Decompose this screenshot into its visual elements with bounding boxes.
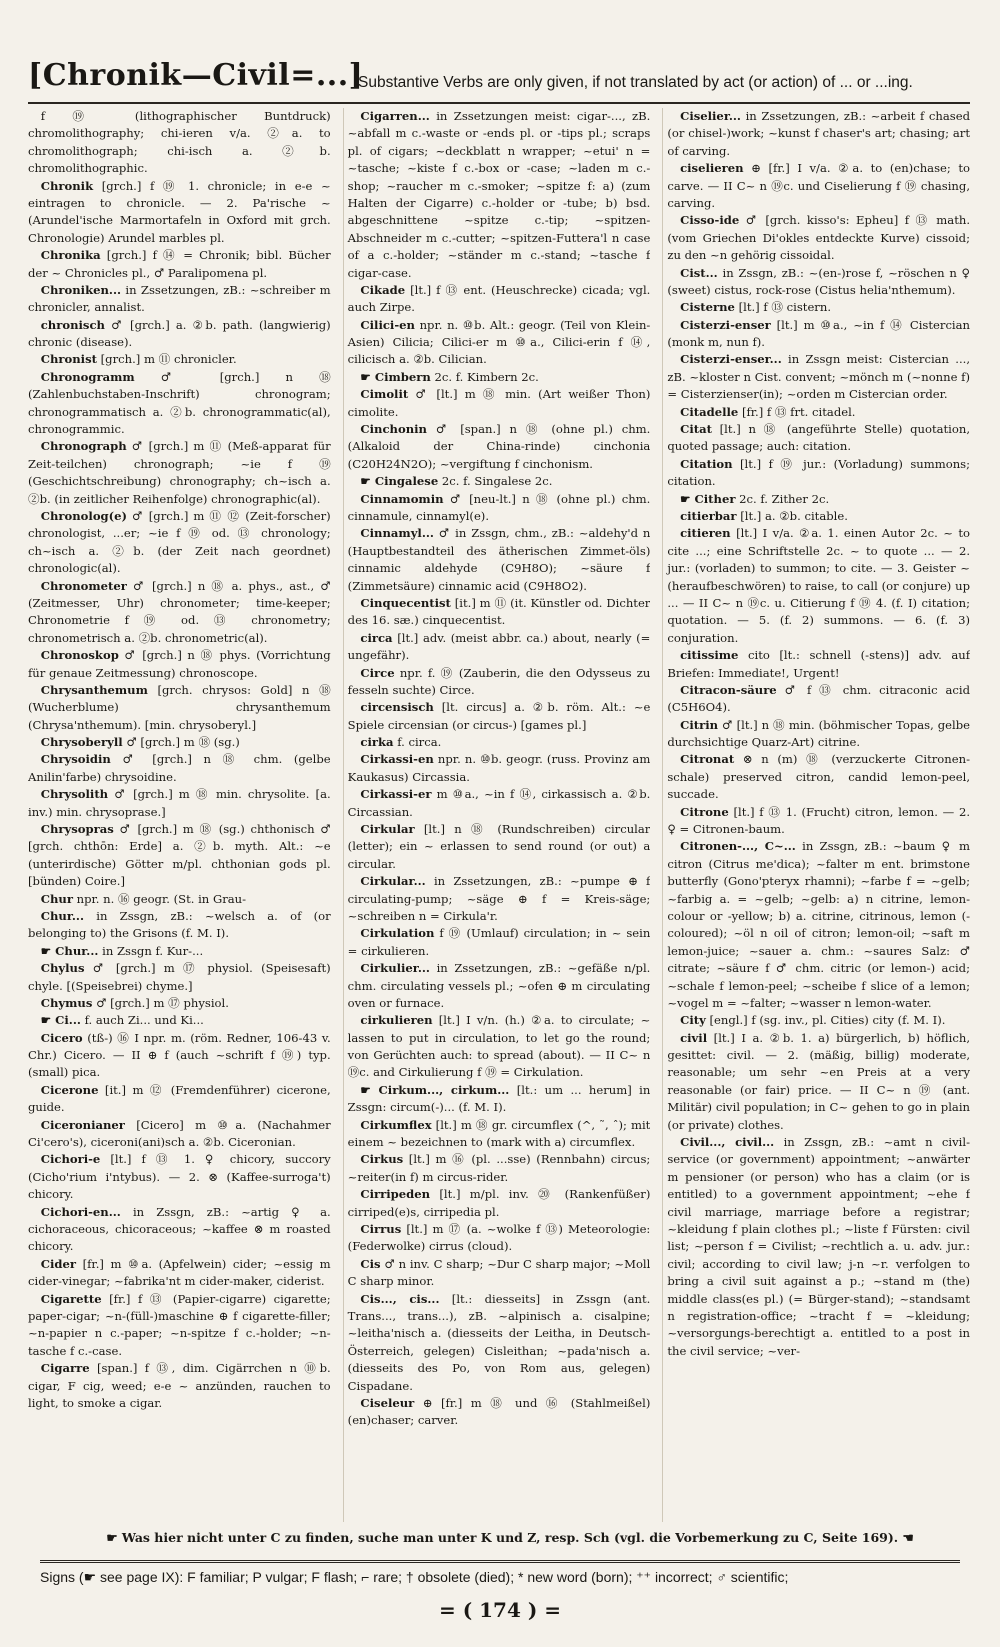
entry-definition: in Zssetzungen meist: cigar-..., zB. ~abfall m c.-waste or -ends pl. or -tips pl.; scraps pl. of cigars; ~deckblatt n wrapper; ~etui' n = ~tasche; ~kiste f c.-box or -case; ~laden m c.-shop; ~raucher m c.-smoker; ~spitze f: a) (zum Halten der Cigarre) c.-holder or -tube; b) bsd. abgeschnittene ~spitze c.-tip; ~spitzen-Abschneider m c.-cutter; ~spitzen-Futtera'l n case of a c.-holder; ~ständer m c.-stand; ~tasche f cigar-case. (347, 109, 651, 280)
entry-definition: in Zssetzungen, zB.: ~arbeit f chased (or chisel-)work; ~kunst f chaser's art; chasing; art of carving. (667, 109, 971, 158)
dictionary-entry (348, 525, 651, 595)
dictionary-entry (28, 108, 331, 178)
entry-definition: [lt.] m/pl. inv. ⑳ (Rankenfüßer) cirriped(e)s, cirripedia pl. (347, 1187, 651, 1219)
entry-headword: Cisterzi-enser... (680, 352, 782, 367)
entry-definition: ♂ [grch.] n ⑱ a. phys., ast., ♂ (Zeitmesser, Uhr) chronometer; time-keeper; Chronometrie f ⑲ od. ⑬ chronometry; chronometrisch a. ②b. chronometric(al). (28, 578, 331, 645)
entry-headword: Cis (360, 1256, 381, 1271)
entry-headword: Cirrus (360, 1222, 402, 1236)
entry-definition: [lt.] f ⑬ ent. (Heuschrecke) cicada; vgl. auch Zirpe. (347, 282, 651, 315)
dictionary-entry (28, 1082, 331, 1117)
dictionary-entry (28, 369, 331, 439)
entry-definition: in Zssgn, zB.: ~(en-)rose f, ~röschen n ♀ (sweet) cistus, rock-rose (Cistus helia'nthemum). (667, 265, 971, 297)
entry-definition: f ⑲ (lithographischer Buntdruck) chromolithography; chi-ieren v/a. ②a. to chromolithograph; chi-isch a. ②b. chromolithographic. (28, 109, 331, 176)
dictionary-entry (28, 1360, 331, 1412)
entry-definition: in Zssgn, zB.: ~baum ♀ m citron (Citrus me'dica); ~falter m ent. brimstone butterfly (Gono'pteryx rhamni); ~farbe f = ~gelb; ~farbig a. = ~gelb; ~gelb: a) n citrine, lemon-colour or -yellow; b) a. citrine, citrinous, lemon (-coloured); ~öl n oil of citron; lemon-oil; ~saft m lemon-juice; ~sauer a. chm.: ~saures Salz: ♂ citrate; ~säure f ♂ chm. citric (or lemon-) acid; ~schale f lemon-peel; ~scheibe f slice of a lemon; ~vogel m = ~falter; ~wasser n lemon-water. (667, 839, 971, 1010)
dictionary-columns (28, 108, 970, 1522)
entry-definition: [lt.] a. ②b. citable. (740, 508, 848, 523)
dictionary-entry (667, 299, 970, 316)
entry-headword: Chrysolith (40, 787, 109, 802)
entry-definition: ♂ [grch.] m ⑪ (Meß-apparat für Zeit-teilchen) chronograph; ~ie f ⑲ (Geschichtschreibung) chronography; ch~isch a. ②b. (in zeitlicher Reihenfolge) chronographic(al). (28, 439, 331, 506)
entry-headword: civil (680, 1030, 708, 1045)
dictionary-entry (348, 282, 651, 317)
entry-headword: Chrysopras (40, 822, 114, 837)
entry-definition: [lt.] m ⑩a., ~in f ⑭ Cistercian (monk m, nun f). (667, 317, 971, 350)
dictionary-entry (667, 804, 970, 839)
entry-definition: ♂ [grch.] m ⑰ physiol. (Speisesaft) chyle. [(Speisebrei) chyme.] (28, 961, 331, 993)
entry-definition: ♂ [grch.] m ⑰ physiol. (96, 995, 229, 1010)
entry-definition: [grch.] f ⑭ = Chronik; bibl. Bücher der ~ Chronicles pl., ♂ Paralipomena pl. (28, 248, 331, 280)
footer-note: ☛ Was hier nicht unter C zu finden, suche man unter K und Z, resp. Sch (vgl. die Vorbemerkung zu C, Seite 169). ☚ (106, 1530, 914, 1545)
dictionary-entry (348, 369, 651, 386)
entry-definition: ♂ [grch.] m ⑪ ⑫ (Zeit-forscher) chronologist, ...er; ~ie f ⑲ od. ⑬ chronology; ch~isch a. ②b. (der Zeit nach geordnet) chronologic(al). (28, 508, 331, 576)
entry-headword: Cisterzi-enser (680, 317, 771, 332)
entry-headword: Chronograph (40, 439, 127, 454)
entry-headword: Cikade (360, 282, 406, 297)
entry-headword: Citrin (680, 717, 719, 732)
entry-headword: Cinnamomin (360, 491, 444, 506)
dictionary-entry (348, 317, 651, 369)
dictionary-entry (348, 873, 651, 925)
page-header (28, 58, 970, 104)
dictionary-entry (28, 734, 331, 751)
dictionary-entry (348, 1117, 651, 1152)
dictionary-entry (348, 473, 651, 490)
column-2 (343, 108, 651, 1522)
dictionary-entry (28, 247, 331, 282)
entry-definition: [fr.] f ⑬ frt. citadel. (741, 404, 856, 419)
dictionary-entry (348, 630, 651, 665)
dictionary-entry (348, 1291, 651, 1395)
entry-headword: Chrysoidin (40, 752, 111, 767)
entry-definition: ♂ [grch.] m ⑱ (sg.) (126, 735, 240, 750)
dictionary-entry (667, 1134, 970, 1360)
entry-headword: chronisch (40, 317, 105, 332)
header-note: Substantive Verbs are only given, if not translated by act (or action) of ... or ...ing. (358, 74, 913, 91)
dictionary-entry (28, 821, 331, 891)
entry-headword: Cichori-e (40, 1152, 101, 1167)
dictionary-entry (667, 717, 970, 752)
dictionary-entry (28, 1204, 331, 1256)
dictionary-entry (667, 160, 970, 212)
dictionary-entry (667, 108, 970, 160)
dictionary-entry (667, 212, 970, 264)
dictionary-entry (667, 647, 970, 682)
entry-headword: ☛ Cimbern (360, 369, 431, 384)
entry-headword: Ciseleur (360, 1395, 415, 1410)
dictionary-entry (28, 317, 331, 352)
entry-headword: Chylus (40, 961, 85, 976)
entry-definition: [lt.] I v/n. (h.) ②a. to circulate; ~ lassen to put in circulation, to let go the round; von Gerüchten auch: to spread (about). — II C~ n ⑲c. and Cirkulierung f ⑲ = Cirkulation. (347, 1013, 651, 1080)
entry-definition: npr. n. ⑩b. Alt.: geogr. (Teil von Klein-Asien) Cilicia; Cilici-er m ⑩a., Cilici-erin f ⑭, cilicisch a. ②b. Cilician. (347, 317, 651, 367)
entry-definition: 2c. f. Kimbern 2c. (434, 369, 539, 384)
dictionary-entry (667, 265, 970, 300)
entry-headword: Cist... (680, 265, 718, 280)
entry-headword: Cirkulation (360, 926, 435, 941)
column-1 (28, 108, 331, 1522)
entry-headword: Chronolog(e) (40, 508, 128, 523)
entry-definition: [grch.] f ⑲ 1. chronicle; in e-e ~ eintragen to chronicle. — 2. Pa'rische ~ (Arundel'ische Marmortafeln in Oxford mit grch. Chronologie) Arundel marbles pl. (28, 178, 331, 245)
dictionary-entry (28, 647, 331, 682)
entry-definition: [grch. chrysos: Gold] n ⑱ (Wucherblume) chrysanthemum (Chrysa'nthemum). [min. chrysoberyl.] (28, 682, 331, 732)
entry-headword: Cicerone (40, 1082, 99, 1097)
entry-definition: [lt.] m ⑯ (pl. ...sse) (Rennbahn) circus; ~reiter(in f) m circus-rider. (347, 1152, 651, 1184)
entry-definition: ♂ [grch.] n ⑱ chm. (gelbe Anilin'farbe) chrysoidine. (28, 752, 331, 784)
entry-headword: ☛ Cirkum..., cirkum... (360, 1082, 510, 1097)
entry-headword: Cirkular... (360, 874, 426, 889)
dictionary-entry (667, 838, 970, 1012)
entry-definition: 2c. f. Zither 2c. (739, 491, 830, 506)
entry-definition: [it.] m ⑫ (Fremdenführer) cicerone, guide. (28, 1082, 331, 1115)
dictionary-entry (667, 682, 970, 717)
entry-definition: in Zssetzungen, zB.: ~gefäße n/pl. chm. circulating vessels pl.; ~ofen ⊕ m circulating oven or furnace. (347, 961, 651, 1010)
entry-definition: ⊗ n (m) ⑱ (verzuckerte Citronen-schale) preserved citron, candid lemon-peel, succade. (667, 752, 971, 802)
entry-definition: ♂ [grch.] m ⑱ min. chrysolite. [a. inv.) min. chrysoprase.] (28, 787, 331, 819)
entry-headword: Chymus (40, 995, 93, 1010)
entry-definition: npr. n. ⑯ geogr. (St. in Grau- (76, 891, 247, 906)
entry-headword: Citrone (680, 804, 729, 819)
entry-headword: Cirripeden (360, 1187, 431, 1202)
entry-definition: ♂ [lt.] m ⑱ min. (Art weißer Thon) cimolite. (347, 387, 651, 419)
dictionary-entry (28, 438, 331, 508)
entry-definition: ♂ [span.] n ⑱ (ohne pl.) chm. (Alkaloid der China-rinde) cinchonia (C20H24N2O); ~vergiftung f cinchonism. (347, 422, 651, 471)
entry-headword: Chroniken... (40, 282, 122, 297)
entry-headword: Chur (40, 891, 73, 906)
entry-headword: Cigarette (40, 1291, 102, 1306)
entry-definition: [lt.] adv. (meist abbr. ca.) about, nearly (= ungefähr). (347, 630, 651, 663)
entry-definition: [lt.: diesseits] in Zssgn (ant. Trans..., trans...), zB. ~alpinisch a. cisalpine; ~leitha'nisch a. (diesseits der Leitha, in Deutsch-Österreich, gelegen) Cisleithan; ~pada'nisch a. (diesseits des Po, von Rom aus, gelegen) Cispadane. (347, 1291, 651, 1393)
entry-definition: npr. f. ⑲ (Zauberin, die den Odysseus zu fesseln suchte) Circe. (347, 665, 651, 697)
entry-headword: Cider (40, 1256, 76, 1271)
dictionary-entry (667, 317, 970, 352)
dictionary-entry (348, 386, 651, 421)
dictionary-entry (348, 1221, 651, 1256)
entry-headword: Chronoskop (40, 648, 119, 663)
entry-headword: Citracon-säure (680, 682, 777, 697)
dictionary-entry (28, 751, 331, 786)
dictionary-entry (28, 891, 331, 908)
entry-definition: ⊕ [fr.] m ⑱ und ⑯ (Stahlmeißel) (en)chaser; carver. (347, 1395, 651, 1428)
entry-definition: [lt.: um ... herum] in Zssgn: circum(-)... (f. M. I). (347, 1082, 651, 1115)
entry-definition: [lt.] f ⑬ 1. (Frucht) citron, lemon. — 2. ♀ = Citronen-baum. (667, 804, 971, 837)
entry-headword: Cirkulier... (360, 961, 430, 976)
dictionary-entry (28, 1256, 331, 1291)
dictionary-entry (348, 1395, 651, 1430)
dictionary-entry (667, 456, 970, 491)
signs-legend: Signs (☛ see page IX): F familiar; P vulgar; F flash; ⌐ rare; † obsolete (died); * new word (born); ⁺⁺ incorrect; ♂ scientific; (40, 1560, 960, 1586)
entry-definition: in Zssgn meist: Cistercian ..., zB. ~kloster n Cist. convent; ~mönch m (~nonne f) = Cisterzienser(in); ~orden m Cistercian order. (667, 352, 971, 402)
dictionary-entry (348, 1151, 651, 1186)
entry-definition: [Cicero] m ⑩a. (Nachahmer Ci'cero's), ciceroni(ani)sch a. ②b. Ciceronian. (28, 1117, 331, 1150)
dictionary-entry (28, 178, 331, 248)
dictionary-entry (348, 1256, 651, 1291)
entry-definition: in Zssgn f. Kur-... (102, 943, 204, 958)
dictionary-entry (667, 751, 970, 803)
entry-headword: Cirkumflex (360, 1117, 432, 1132)
entry-headword: Cigarren... (360, 109, 430, 123)
entry-headword: Chrysanthemum (40, 682, 148, 697)
entry-definition: [fr.] m ⑩a. (Apfelwein) cider; ~essig m cider-vinegar; ~fabrika'nt m cider-maker, ciderist. (28, 1256, 331, 1289)
entry-headword: City (680, 1013, 706, 1028)
entry-definition: ♂ [grch.] a. ②b. path. (langwierig) chronic (disease). (28, 317, 331, 350)
entry-definition: ♂ [grch.] n ⑱ (Zahlenbuchstaben-Inschrift) chronogram; chronogrammatisch a. ②b. chronogrammatic(al), chronogrammic. (28, 369, 331, 437)
entry-definition: [it.] m ⑪ (it. Künstler od. Dichter des 16. sæ.) cinquecentist. (347, 595, 651, 628)
entry-headword: citieren (680, 526, 731, 541)
entry-headword: ☛ Cingalese (360, 474, 439, 489)
dictionary-entry (348, 108, 651, 282)
entry-headword: Civil..., civil... (680, 1135, 775, 1150)
dictionary-entry (28, 1030, 331, 1082)
entry-definition: ♂ n inv. C sharp; ~Dur C sharp major; ~Moll C sharp minor. (347, 1256, 651, 1289)
entry-definition: [lt.] m ⑰ (a. ~wolke f ⑬) Meteorologie: (Federwolke) cirrus (cloud). (347, 1222, 651, 1254)
entry-headword: Chronist (40, 352, 97, 367)
entry-definition: m ⑩a., ~in f ⑭, cirkassisch a. ②b. Circassian. (347, 787, 651, 819)
entry-headword: Cicero (40, 1030, 83, 1045)
entry-headword: Chronika (40, 248, 101, 263)
dictionary-entry (348, 734, 651, 751)
dictionary-entry (667, 404, 970, 421)
entry-headword: Chur... (40, 908, 84, 923)
dictionary-entry (28, 786, 331, 821)
dictionary-entry (28, 995, 331, 1012)
dictionary-entry (348, 699, 651, 734)
entry-definition: ♂ [grch. kisso's: Epheu] f ⑬ math. (vom Griechen Di'okles entdeckte Kurve) cissoid; zu den ~n gehörig cissoidal. (667, 213, 971, 263)
entry-headword: Cisso-ide (680, 213, 740, 228)
entry-headword: Cirkassi-er (360, 787, 432, 802)
dictionary-entry (348, 960, 651, 1012)
entry-headword: Cis..., cis... (360, 1291, 440, 1306)
dictionary-entry (348, 925, 651, 960)
dictionary-entry (28, 578, 331, 648)
entry-headword: Chronogramm (40, 369, 135, 384)
entry-headword: Circe (360, 665, 395, 680)
entry-definition: ♂ in Zssgn, chm., zB.: ~aldehy'd n (Hauptbestandteil des ätherischen Zimmet-öls) cinnamic aldehyde (C9H8O); ~säure f (Zimmetsäure) cinnamic acid (C9H8O2). (347, 526, 651, 593)
entry-definition: [lt.] f ⑲ jur.: (Vorladung) summons; citation. (667, 456, 971, 489)
entry-headword: Cinquecentist (360, 595, 451, 610)
entry-headword: cirkulieren (360, 1013, 433, 1028)
entry-definition: f. auch Zi... und Ki... (84, 1013, 204, 1028)
entry-definition: [lt. circus] a. ②b. röm. Alt.: ~e Spiele circensian (or circus-) [games pl.] (347, 700, 651, 732)
entry-definition: [grch.] m ⑪ chronicler. (100, 352, 237, 367)
entry-definition: cito [lt.: schnell (-stens)] adv. auf Briefen: Immediate!, Urgent! (667, 648, 971, 680)
entry-headword: Citronen-..., C~... (680, 839, 796, 854)
entry-headword: Cirkassi-en (360, 752, 434, 767)
entry-definition: [lt.] I v/a. ②a. 1. einen Autor 2c. ~ to cite ...; eine Schriftstelle 2c. ~ to quote ... — 2. jur.: (vorladen) to summon; to cite. — 3. Geister ~ (heraufbeschwören) to raise, to call (or conjure) up ... — II C~ n ⑲c. u. Citierung f ⑲ 4. (f. I) citation; quotation. — 5. (f. 2) summons. — 6. (f. 3) conjuration. (667, 526, 971, 645)
entry-definition: [lt.] f ⑬ cistern. (738, 300, 831, 315)
entry-definition: ♂ [neu-lt.] n ⑱ (ohne pl.) chm. cinnamule, cinnamyl(e). (347, 491, 651, 523)
entry-definition: [fr.] f ⑬ (Papier-cigarre) cigarette; paper-cigar; ~n-(füll-)maschine ⊕ f cigarette-filler; ~n-papier n c.-paper; ~n-spitze f c.-holder; ~n-tasche f c.-case. (28, 1291, 331, 1358)
entry-headword: Cilici-en (360, 317, 415, 332)
entry-headword: Ciceronianer (40, 1117, 125, 1132)
entry-definition: (tß-) ⑯ I npr. m. (röm. Redner, 106-43 v. Chr.) Cicero. — II ⊕ f (auch ~schrift f ⑲) typ. (small) pica. (28, 1030, 331, 1080)
entry-definition: ♂ [grch.] n ⑱ phys. (Vorrichtung für genaue Zeitmessung) chronoscope. (28, 648, 331, 680)
dictionary-entry (667, 525, 970, 647)
page-number: = ( 174 ) = (438, 1598, 562, 1622)
entry-headword: ☛ Chur... (40, 943, 99, 958)
entry-headword: cirka (360, 735, 394, 750)
entry-headword: Chronik (40, 178, 94, 193)
dictionary-entry (667, 491, 970, 508)
dictionary-entry (348, 595, 651, 630)
dictionary-entry (348, 1186, 651, 1221)
dictionary-entry (28, 351, 331, 368)
dictionary-entry (28, 1012, 331, 1029)
dictionary-entry (28, 960, 331, 995)
dictionary-entry (348, 751, 651, 786)
entry-headword: Cimolit (360, 387, 409, 402)
dictionary-entry (348, 491, 651, 526)
dictionary-entry (28, 943, 331, 960)
entry-definition: in Zssetzungen, zB.: ~pumpe ⊕ f circulating-pump; ~säge ⊕ f = Kreis-säge; ~schreiben n = Cirkula'r. (347, 874, 651, 923)
entry-headword: circensisch (360, 700, 434, 715)
entry-headword: Cisterne (680, 300, 735, 315)
entry-headword: circa (360, 630, 393, 645)
dictionary-entry (348, 821, 651, 873)
entry-headword: Chrysoberyll (40, 735, 123, 750)
dictionary-entry (348, 786, 651, 821)
dictionary-entry (28, 282, 331, 317)
dictionary-entry (667, 1012, 970, 1029)
column-3 (662, 108, 970, 1522)
entry-definition: ♂ [lt.] n ⑱ min. (böhmischer Topas, gelbe durchsichtige Quarz-Art) citrine. (667, 717, 971, 750)
entry-headword: Chronometer (40, 578, 127, 593)
dictionary-entry (348, 1012, 651, 1082)
entry-headword: Citat (680, 422, 712, 437)
entry-definition: ♂ f ⑬ chm. citraconic acid (C5H6O4). (667, 682, 971, 715)
running-head: [Chronik—Civil=...] (28, 58, 364, 93)
entry-definition: [lt.] f ⑬ 1. ♀ chicory, succory (Cicho'rium i'ntybus). — 2. ⊗ (Kaffee-surroga't) chicory. (28, 1152, 331, 1202)
entry-headword: ciselieren (680, 161, 744, 176)
entry-definition: in Zssetzungen, zB.: ~schreiber m chronicler, annalist. (28, 282, 331, 315)
entry-headword: Cirkular (360, 822, 415, 837)
dictionary-entry (28, 908, 331, 943)
dictionary-entry (28, 1151, 331, 1203)
dictionary-entry (28, 682, 331, 734)
entry-headword: Ciselier... (680, 109, 741, 123)
entry-definition: f ⑲ (Umlauf) circulation; in ~ sein = cirkulieren. (347, 926, 651, 958)
entry-headword: ☛ Ci... (40, 1013, 81, 1028)
entry-definition: [engl.] f (sg. inv., pl. Cities) city (f. M. I). (709, 1013, 946, 1028)
entry-definition: [lt.] n ⑱ (angeführte Stelle) quotation, quoted passage; auch: citation. (667, 422, 971, 454)
dictionary-entry (667, 1030, 970, 1134)
dictionary-entry (348, 665, 651, 700)
dictionary-entry (348, 421, 651, 473)
dictionary-entry (28, 1117, 331, 1152)
entry-headword: Cirkus (360, 1152, 404, 1167)
entry-headword: citierbar (680, 508, 737, 523)
entry-definition: in Zssgn, zB.: ~artig ♀ a. cichoraceous, chicoraceous; ~kaffee ⊗ m roasted chicory. (28, 1204, 331, 1254)
entry-definition: npr. n. ⑩b. geogr. (russ. Provinz am Kaukasus) Circassia. (347, 752, 651, 784)
entry-definition: [lt.] m ⑱ gr. circumflex (^, ˜, ˆ); mit einem ~ bezeichnen to (mark with a) circumflex. (347, 1117, 651, 1150)
entry-definition: [lt.] I a. ②b. 1. a) bürgerlich, b) höflich, gesittet: civil. — 2. (mäßig, billig) moderate, reasonable; um sehr ~en Preis at a very reasonable (or fair) price. — II C~ n ⑲ (ant. Militär) civil population; in C~ gehen to go in plain (or private) clothes. (667, 1030, 971, 1132)
entry-definition: [span.] f ⑬, dim. Cigärrchen n ⑩b. cigar, F cig, weed; e-e ~ anzünden, rauchen to light, to smoke a cigar. (28, 1361, 331, 1410)
dictionary-entry (348, 1082, 651, 1117)
entry-definition: in Zssgn, zB.: ~welsch a. of (or belonging to) the Grisons (f. M. I). (28, 908, 331, 941)
dictionary-entry (28, 1291, 331, 1361)
entry-headword: Cichori-en... (40, 1204, 121, 1219)
dictionary-entry (667, 508, 970, 525)
dictionary-entry (667, 351, 970, 403)
entry-definition: ⊕ [fr.] I v/a. ②a. to (en)chase; to carve. — II C~ n ⑲c. und Ciselierung f ⑲ chasing, carving. (667, 161, 971, 210)
dictionary-entry (667, 421, 970, 456)
entry-headword: Citation (680, 456, 733, 471)
dictionary-entry (28, 508, 331, 578)
entry-headword: Cinchonin (360, 422, 427, 437)
entry-definition: 2c. f. Singalese 2c. (441, 474, 553, 489)
entry-headword: Cinnamyl... (360, 526, 434, 541)
entry-headword: citissime (680, 648, 739, 663)
entry-definition: [lt.] n ⑱ (Rundschreiben) circular (letter); ein ~ erlassen to send round (or out) a circular. (347, 822, 651, 871)
entry-headword: Citronat (680, 752, 735, 767)
entry-definition: f. circa. (397, 735, 442, 750)
entry-headword: ☛ Cither (680, 491, 736, 506)
entry-definition: ♂ [grch.] m ⑱ (sg.) chthonisch ♂ [grch. chthōn: Erde] a. ②b. myth. Alt.: ~e (unterirdische) Götter m/pl. chthonian gods pl. [bünden) Coire.] (28, 822, 331, 889)
entry-headword: Cigarre (40, 1361, 90, 1376)
entry-headword: Citadelle (680, 404, 739, 419)
entry-definition: in Zssgn, zB.: ~amt n civil-service (or government) appointment; ~anwärter m pensioner (or person) who has a claim (or is entitled) to a government appointment; ~ehe f civil marriage, marriage before a registrar; ~kleidung f plain clothes pl.; ~liste f Fürsten: civil list; ~person f = Civilist; ~rechtlich a. u. adv. jur.: civil; according to civil law; j-n ~r. verfolgen to bring a civil suit against a p.; ~stand m (the) middle class(es pl.) (= Bürger-stand); ~standsamt n registration-office; ~tracht f = ~kleidung; ~versorgungs-berechtigt a. entitled to a post in the civil service; ~ver- (667, 1135, 971, 1358)
